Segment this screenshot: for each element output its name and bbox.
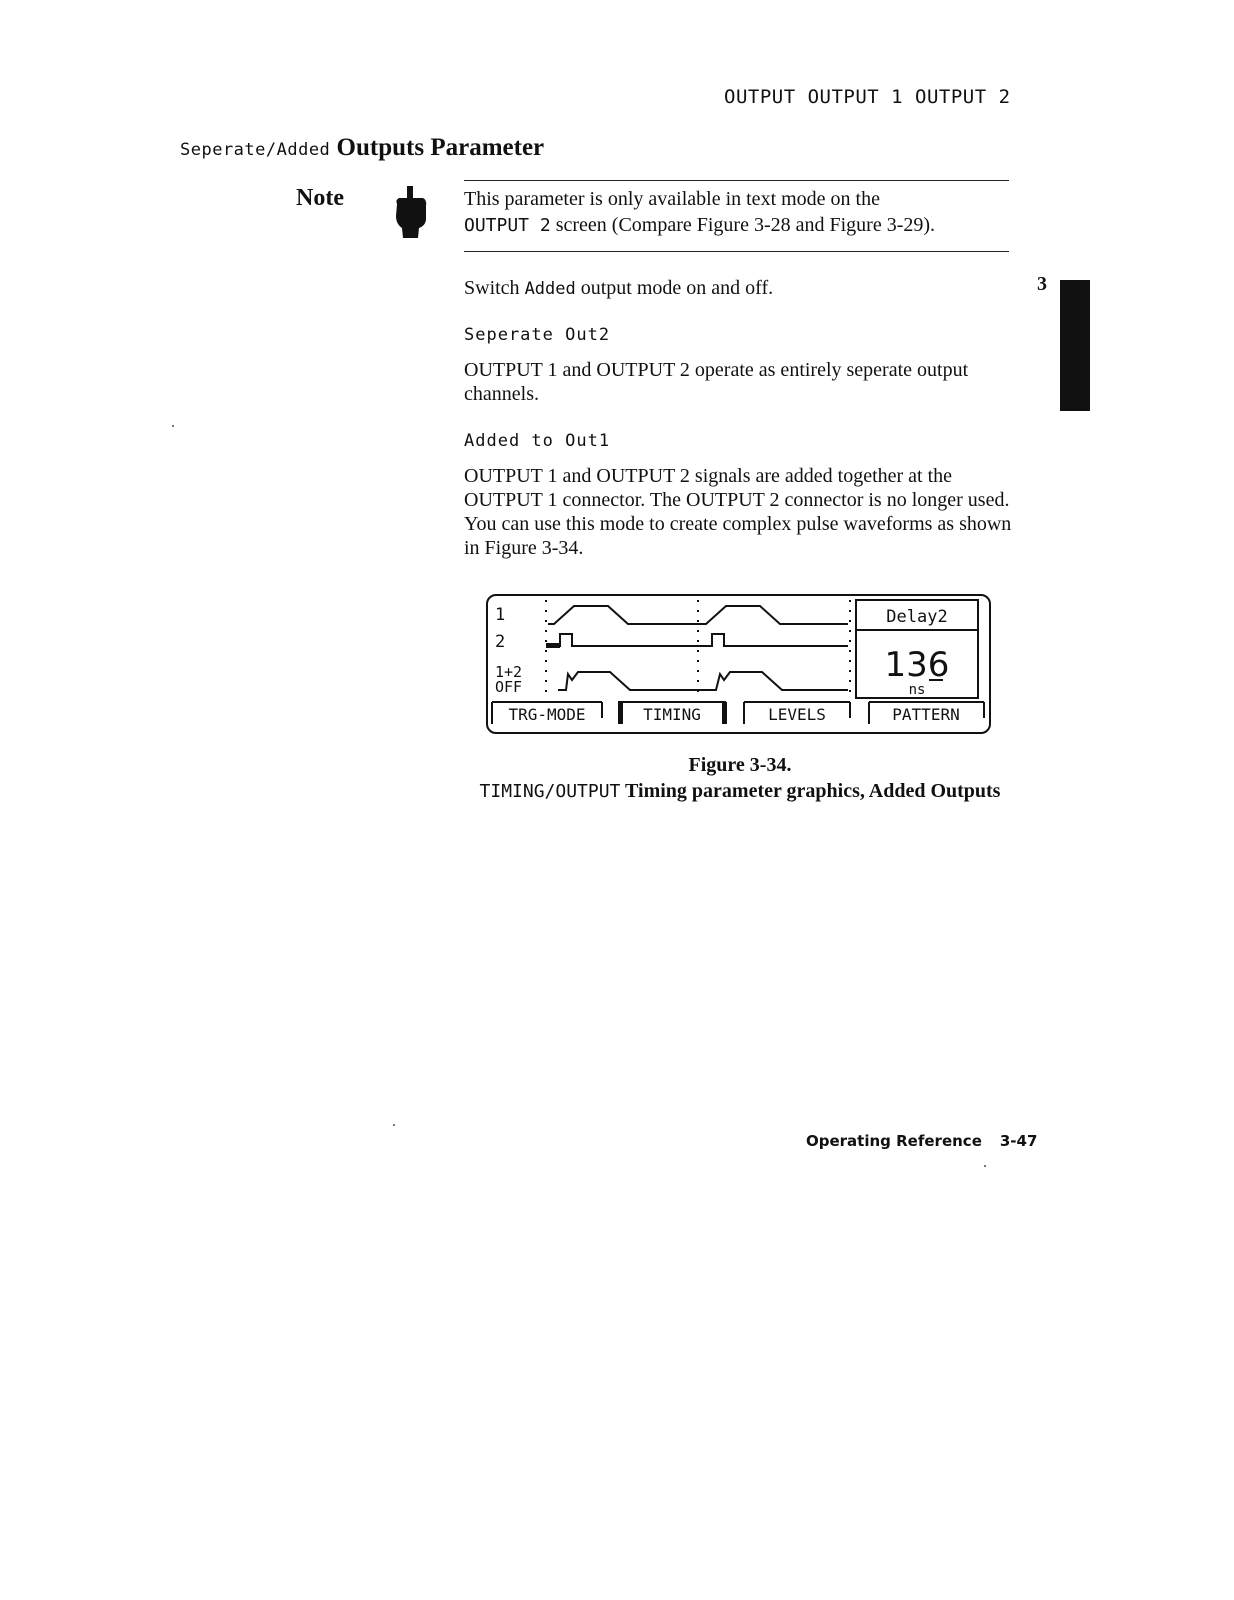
- page-number: 3-47: [999, 1132, 1038, 1150]
- param-name: Delay2: [886, 607, 948, 627]
- row-label-1: 1: [495, 605, 506, 625]
- timing-graphics-figure: [486, 594, 991, 734]
- note-rule-bottom: [464, 251, 1009, 252]
- figure-caption: [470, 752, 1010, 805]
- pointing-hand-icon: [393, 186, 429, 238]
- section-title: [180, 134, 544, 162]
- option-label-seperate: Seperate Out2: [464, 325, 611, 345]
- note-label: Note: [296, 185, 344, 211]
- row-label-off: OFF: [495, 678, 523, 696]
- scan-speck: [984, 1165, 986, 1167]
- running-head: OUTPUT OUTPUT 1 OUTPUT 2: [724, 86, 1011, 108]
- softkey-trg-mode: TRG-MODE: [508, 705, 586, 724]
- chapter-tab-number: 3: [1037, 273, 1047, 295]
- waveform-sum: [558, 672, 848, 690]
- note-text-start: This parameter is only available in text mode on the: [464, 188, 880, 210]
- figure-caption-screen: TIMING/OUTPUT: [479, 781, 621, 802]
- softkey-timing: TIMING: [643, 705, 701, 724]
- option-description-seperate: OUTPUT 1 and OUTPUT 2 operate as entirely seperate output channels.: [464, 359, 969, 405]
- note-text-end: screen (Compare Figure 3-28 and Figure 3-29).: [555, 214, 936, 236]
- intro-paragraph: [464, 276, 1024, 301]
- softkey-pattern: PATTERN: [892, 705, 960, 724]
- section-title-text: Outputs Parameter: [336, 134, 545, 161]
- row-label-2: 2: [495, 632, 506, 652]
- footer-section: Operating Reference: [806, 1132, 982, 1150]
- softkey-levels: LEVELS: [768, 705, 826, 724]
- channel-2-baseline-mark: [546, 643, 560, 648]
- intro-lcd-word: Added: [524, 279, 576, 299]
- chapter-tab-bar: [1060, 280, 1090, 411]
- figure-caption-number: Figure 3-34.: [688, 754, 792, 776]
- scan-speck: [393, 1124, 395, 1126]
- option-label-added: Added to Out1: [464, 431, 611, 451]
- row-label-sum: 1+2: [495, 663, 523, 681]
- scan-speck: [172, 425, 174, 427]
- figure-caption-body: [470, 778, 1010, 805]
- param-value: 136: [884, 645, 950, 685]
- section-title-lcd-prefix: Seperate/Added: [180, 140, 331, 160]
- intro-text-end: output mode on and off.: [580, 277, 774, 299]
- note-rule-top: [464, 180, 1009, 181]
- figure-caption-text: Timing parameter graphics, Added Outputs: [625, 780, 1001, 802]
- option-description-added: OUTPUT 1 and OUTPUT 2 signals are added together at the OUTPUT 1 connector. The OUTPUT 2 connector is no longer used. You can use this mode to create complex pulse waveforms as shown in Figure 3-34.: [464, 465, 1012, 559]
- note-text: [464, 186, 1024, 239]
- intro-text-start: Switch: [464, 277, 520, 299]
- page-footer: [806, 1132, 1037, 1150]
- note-screen-name: OUTPUT 2: [464, 215, 551, 236]
- param-unit: ns: [908, 682, 926, 698]
